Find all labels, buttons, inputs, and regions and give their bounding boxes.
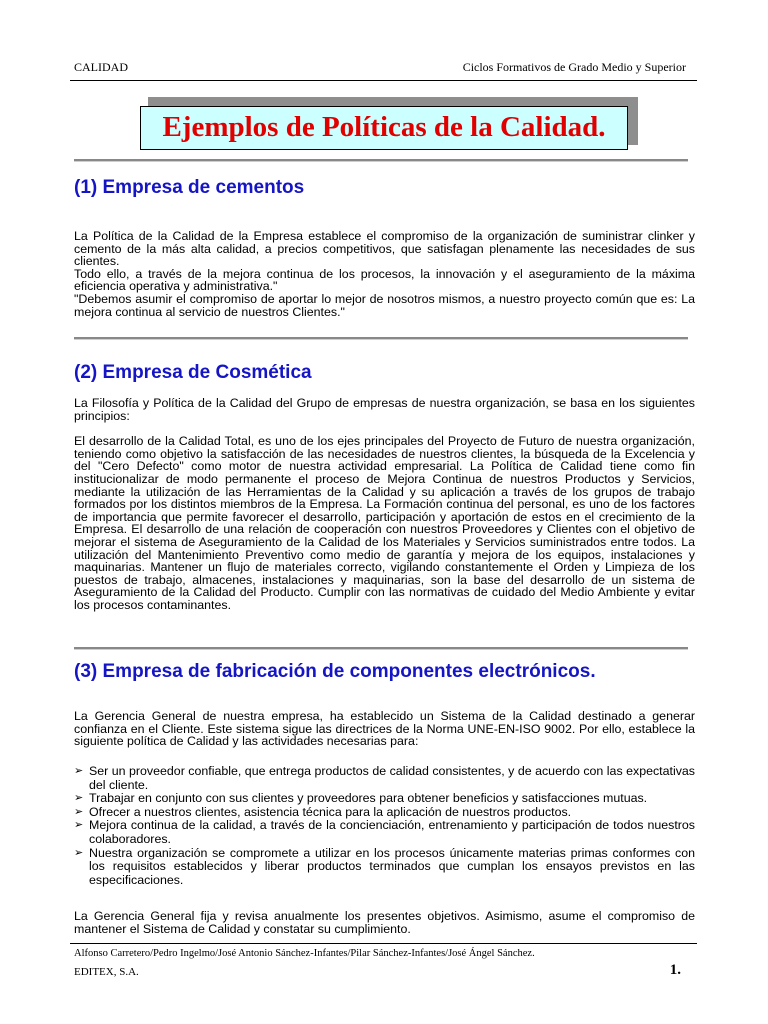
arrow-bullet-icon: ➢ xyxy=(74,819,84,832)
section-3-closing: La Gerencia General fija y revisa anualmente los presentes objetivos. Asimismo, asume el compromiso de mantener el Sistema de Calidad y constatar su cumplimiento. xyxy=(74,909,695,936)
list-item: ➢ Nuestra organización se compromete a utilizar en los procesos únicamente materias primas conformes con los requisitos establecidos y liberar productos terminados que cumplan los ensayos previstos en las especificaciones. xyxy=(74,845,695,887)
footer-authors: Alfonso Carretero/Pedro Ingelmo/José Antonio Sánchez-Infantes/Pilar Sánchez-Infantes/José Ángel Sánchez. xyxy=(74,948,535,959)
section-3-intro: La Gerencia General de nuestra empresa, ha establecido un Sistema de la Calidad destinado a generar confianza en el Cliente. Este sistema sigue las directrices de la Norma UNE-EN-ISO 9002. Por ello, establece la siguiente política de Calidad y las actividades necesarias para: xyxy=(74,709,695,749)
arrow-bullet-icon: ➢ xyxy=(74,765,84,777)
running-header-right: Ciclos Formativos de Grado Medio y Superior xyxy=(462,60,686,74)
section-2-body xyxy=(74,397,695,612)
header-rule xyxy=(70,80,697,81)
footer-publisher: EDITEX, S.A. xyxy=(74,966,139,978)
section-2-heading: (2) Empresa de Cosmética xyxy=(74,362,312,383)
arrow-bullet-icon: ➢ xyxy=(74,846,84,859)
section-2-paragraph: La Filosofía y Política de la Calidad del Grupo de empresas de nuestra organización, se basa en los siguientes principios: xyxy=(74,396,695,423)
section-1-paragraph: Todo ello, a través de la mejora continua de los procesos, la innovación y el aseguramiento de la máxima eficiencia operativa y administrativa." xyxy=(74,266,695,294)
footer-rule xyxy=(70,943,697,944)
section-1-paragraph: "Debemos asumir el compromiso de aportar lo mejor de nosotros mismos, a nuestro proyecto común que es: La mejora continua al servicio de nuestros Clientes." xyxy=(74,291,695,319)
section-1-body xyxy=(74,230,695,318)
list-item: ➢ Mejora continua de la calidad, a través de la concienciación, entrenamiento y participación de todos nuestros colaboradores. xyxy=(74,818,695,846)
running-header-left: CALIDAD xyxy=(74,60,128,74)
section-1-heading: (1) Empresa de cementos xyxy=(74,177,305,198)
section-separator xyxy=(74,647,688,650)
list-item: ➢ Trabajar en conjunto con sus clientes y proveedores para obtener beneficios y satisfacciones mutuas. xyxy=(74,791,648,806)
section-1-paragraph: La Política de la Calidad de la Empresa establece el compromiso de la organización de suministrar clinker y cemento de la más alta calidad, a precios competitivos, que satisfagan plenamente las necesidades de sus clientes. xyxy=(74,229,695,269)
arrow-bullet-icon: ➢ xyxy=(74,792,84,805)
page-title: Ejemplos de Políticas de la Calidad. xyxy=(140,106,628,150)
page-number: 1. xyxy=(669,962,681,978)
arrow-bullet-icon: ➢ xyxy=(74,805,84,818)
list-item: ➢ Ser un proveedor confiable, que entrega productos de calidad consistentes, y de acuerdo con las expectativas del cliente. xyxy=(74,764,695,792)
section-3-bullet-list xyxy=(74,765,695,887)
section-separator xyxy=(74,337,688,340)
section-separator xyxy=(74,159,688,162)
section-2-paragraph: El desarrollo de la Calidad Total, es uno de los ejes principales del Proyecto de Futuro de nuestra organización, teniendo como objetivo la satisfacción de las necesidades de nuestros clientes, la búsqueda de la Excelencia y del "Cero Defecto" como motor de nuestra actividad empresarial. La Política de Calidad tiene como fin institucionalizar de modo permanente el proceso de Mejora Continua de nuestros Productos y Servicios, mediante la utilización de las Herramientas de la Calidad y su aplicación a través de los grupos de trabajo formados por los distintos miembros de la Empresa. La Formación continua del personal, es uno de los factores de importancia que permite favorecer el desarrollo, participación y aportación de estos en el crecimiento de la Empresa. El desarrollo de una relación de cooperación con nuestros Proveedores y Clientes con el objetivo de mejorar el sistema de Aseguramiento de la Calidad de los Materiales y Servicios suministrados entre todos. La utilización del Mantenimiento Preventivo como medio de garantía y mejora de los equipos, instalaciones y maquinarias. Mantener un flujo de materiales correcto, vigilando constantemente el Orden y Limpieza de los puestos de trabajo, almacenes, instalaciones y maquinarias, son la base del desarrollo de un sistema de Aseguramiento de la Calidad del Producto. Cumplir con las normativas de cuidado del Medio Ambiente y evitar los procesos contaminantes. xyxy=(74,434,695,612)
list-item: ➢ Ofrecer a nuestros clientes, asistencia técnica para la aplicación de nuestros productos. xyxy=(74,804,572,819)
section-3-heading: (3) Empresa de fabricación de componentes electrónicos. xyxy=(74,661,596,682)
